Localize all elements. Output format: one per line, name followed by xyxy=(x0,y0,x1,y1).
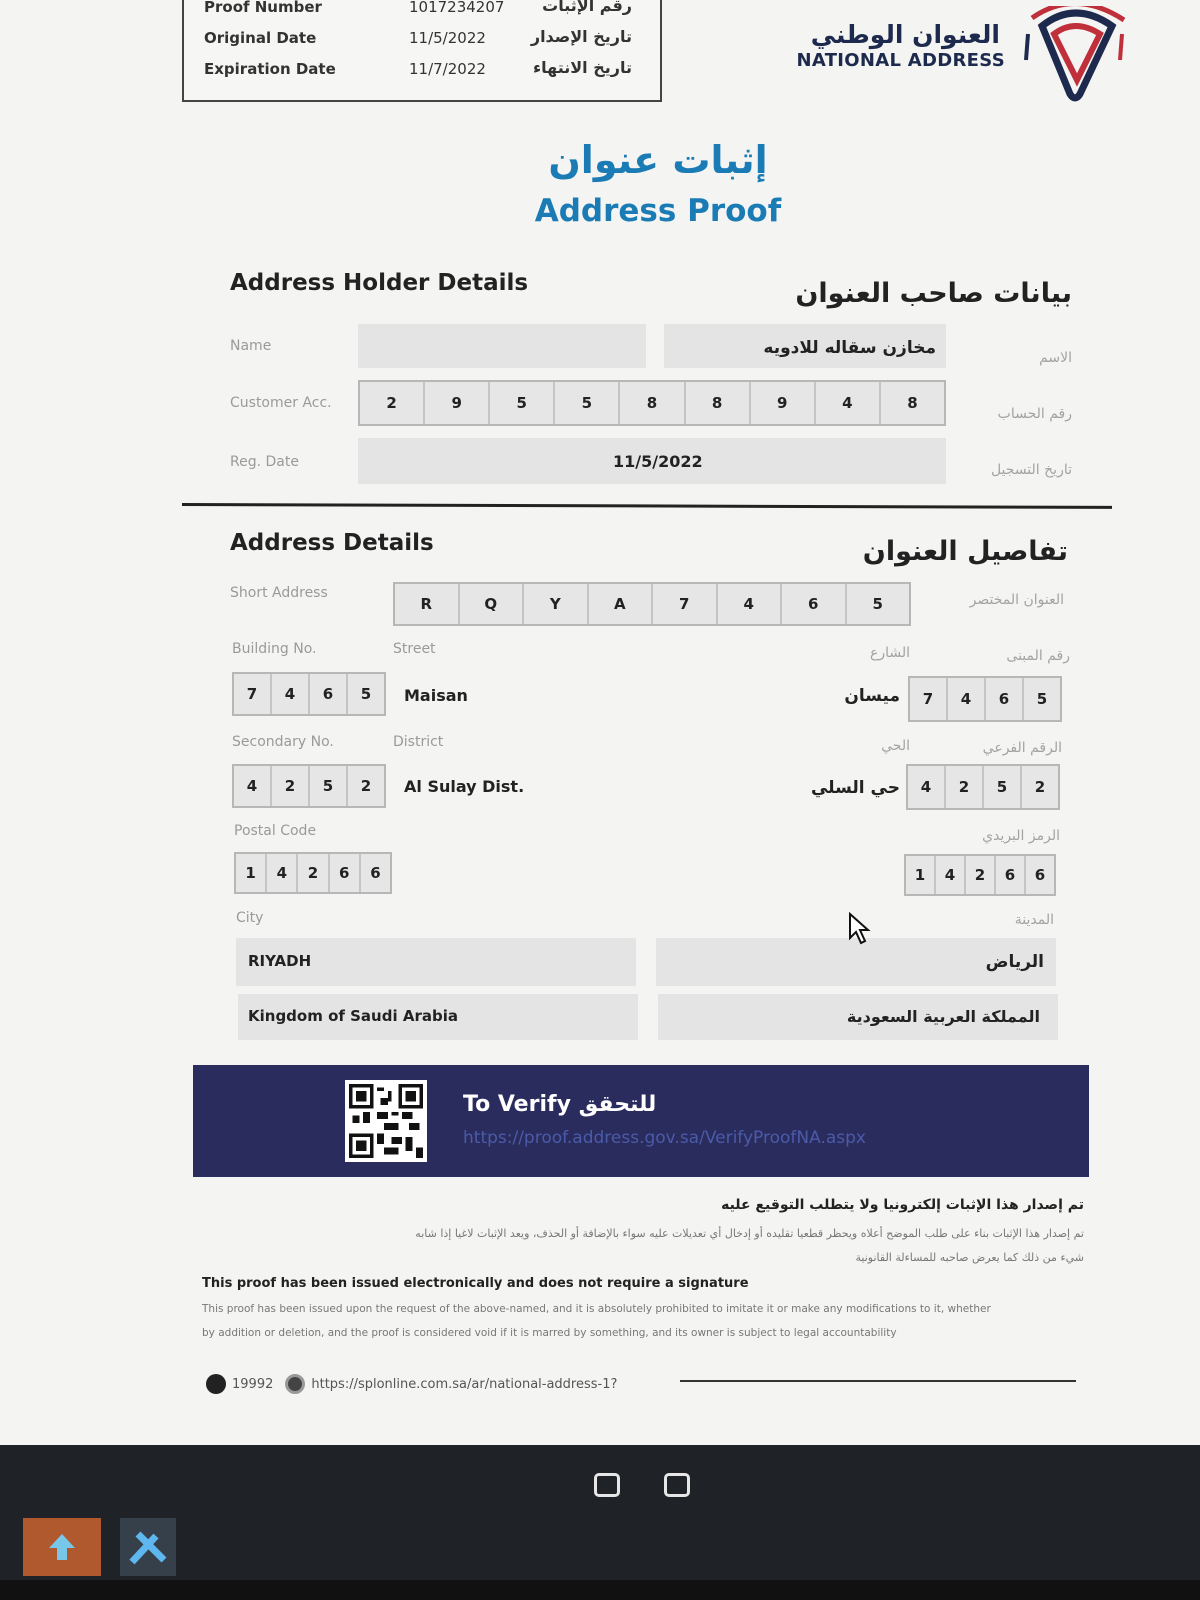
building-digit-ar-cell: 5 xyxy=(1036,690,1048,708)
building-number-label-ar: رقم المبنى xyxy=(1006,648,1070,664)
footer-rule xyxy=(680,1380,1076,1382)
page-title-ar: إثبات عنوان xyxy=(548,138,768,182)
district-label-ar: الحي xyxy=(881,738,910,754)
postal-digit-ar-cell: 2 xyxy=(966,856,996,894)
qr-code-icon xyxy=(345,1080,427,1162)
proof-number-label-ar: رقم الإثبات xyxy=(542,0,632,15)
country-value-ar: المملكة العربية السعودية xyxy=(846,1007,1040,1026)
building-number xyxy=(232,672,386,716)
original-date-value: 11/5/2022 xyxy=(409,29,486,47)
postal-code xyxy=(234,852,392,894)
verify-link[interactable]: https://proof.address.gov.sa/VerifyProofNA.aspx xyxy=(463,1128,866,1148)
name-label: Name xyxy=(230,338,272,354)
expiration-date-row xyxy=(204,56,654,86)
national-address-logo-text-ar: العنوان الوطني xyxy=(810,20,1000,49)
postal-code-label-ar: الرمز البريدي xyxy=(982,828,1060,844)
secondary-digit-ar-cell: 4 xyxy=(908,766,946,808)
short-address-char-cell: 5 xyxy=(872,595,883,613)
customer-account-digit-cell: 9 xyxy=(751,382,816,424)
postal-code-ar xyxy=(904,854,1056,896)
page-title: Address Proof xyxy=(534,193,782,229)
customer-account-digit-cell: 4 xyxy=(816,382,881,424)
secondary-digit-ar-cell: 5 xyxy=(984,766,1022,808)
name-value: مخازن سقاله للادويه xyxy=(763,338,936,358)
street-value-ar: ميسان xyxy=(844,686,900,706)
district-label: District xyxy=(393,734,444,750)
verify-banner xyxy=(193,1065,1089,1177)
building-digit-ar-cell: 4 xyxy=(948,678,986,720)
short-address-char-cell: 6 xyxy=(782,584,847,624)
postal-digit-cell: 6 xyxy=(330,854,361,892)
name-label-ar: الاسم xyxy=(1039,350,1072,366)
taskbar-app-upload[interactable] xyxy=(23,1518,101,1576)
holder-section-heading-ar: بيانات صاحب العنوان xyxy=(795,278,1072,309)
name-field-left xyxy=(358,324,646,368)
city-value: RIYADH xyxy=(248,952,312,970)
postal-digit-cell: 1 xyxy=(236,854,267,892)
short-address-char-cell: 7 xyxy=(653,584,718,624)
secondary-digit-cell: 2 xyxy=(360,777,372,795)
reg-date-label: Reg. Date xyxy=(230,454,299,470)
address-section-heading-ar: تفاصيل العنوان xyxy=(862,536,1068,567)
customer-account-digit-cell: 2 xyxy=(360,382,425,424)
customer-account-digit-cell: 5 xyxy=(555,382,620,424)
secondary-digit-cell: 5 xyxy=(310,766,348,806)
expiration-date-label: Expiration Date xyxy=(204,60,336,78)
national-address-logo-text: NATIONAL ADDRESS xyxy=(796,50,1005,71)
proof-number-label: Proof Number xyxy=(204,0,322,16)
city-value-ar: الرياض xyxy=(985,952,1044,972)
short-address-char-cell: Y xyxy=(524,584,589,624)
proof-meta-box xyxy=(182,0,662,102)
verify-title: To Verify للتحقق xyxy=(463,1092,657,1117)
secondary-digit-cell: 4 xyxy=(234,766,272,806)
city-label-ar: المدينة xyxy=(1014,912,1054,928)
mouse-cursor-icon xyxy=(848,912,872,946)
postal-digit-ar-cell: 6 xyxy=(1034,866,1046,884)
reg-date-value: 11/5/2022 xyxy=(613,452,703,471)
short-address-label: Short Address xyxy=(230,585,328,601)
screen-bottom-bezel xyxy=(0,1580,1200,1600)
city-label: City xyxy=(236,910,264,926)
postal-digit-ar-cell: 6 xyxy=(996,856,1026,894)
secondary-number-label-ar: الرقم الفرعي xyxy=(982,740,1062,756)
short-address-char-cell: A xyxy=(589,584,654,624)
footer xyxy=(206,1373,617,1395)
reg-date-label-ar: تاريخ التسجيل xyxy=(990,462,1072,478)
postal-code-label: Postal Code xyxy=(234,823,317,839)
customer-account-number xyxy=(358,380,946,426)
text-scan-icon[interactable] xyxy=(664,1473,690,1497)
original-date-label-ar: تاريخ الإصدار xyxy=(530,27,632,46)
secondary-digit-ar-cell: 2 xyxy=(1034,778,1046,796)
globe-icon xyxy=(285,1374,305,1394)
expiration-date-label-ar: تاريخ الانتهاء xyxy=(532,58,632,77)
section-divider xyxy=(182,503,1112,509)
short-address-label-ar: العنوان المختصر xyxy=(969,592,1064,608)
building-digit-ar-cell: 6 xyxy=(986,678,1024,720)
disclaimer-line-2-ar: شيء من ذلك كما يعرض صاحبه للمساءلة القانونية xyxy=(855,1251,1084,1264)
customer-account-digit-cell: 8 xyxy=(907,394,918,412)
postal-digit-cell: 6 xyxy=(370,864,381,882)
secondary-number-ar xyxy=(906,764,1060,810)
country-value: Kingdom of Saudi Arabia xyxy=(248,1007,458,1025)
phone-icon xyxy=(206,1374,226,1394)
postal-digit-ar-cell: 1 xyxy=(906,856,936,894)
customer-account-digit-cell: 5 xyxy=(490,382,555,424)
building-digit-cell: 5 xyxy=(360,685,372,703)
street-label-ar: الشارع xyxy=(869,645,910,661)
footer-link[interactable]: https://splonline.com.sa/ar/national-address-1? xyxy=(311,1376,618,1392)
secondary-digit-ar-cell: 2 xyxy=(946,766,984,808)
street-label: Street xyxy=(393,641,436,657)
proof-number-row xyxy=(204,0,654,24)
building-digit-cell: 6 xyxy=(310,674,348,714)
disclaimer-line-2: by addition or deletion, and the proof is considered void if it is marred by something, and its owner is subject to legal accountability xyxy=(202,1327,897,1339)
postal-digit-ar-cell: 4 xyxy=(936,856,966,894)
short-address-char-cell: 4 xyxy=(718,584,783,624)
taskbar xyxy=(0,1445,1200,1600)
district-value-ar: حي السلي xyxy=(810,778,900,798)
building-digit-cell: 4 xyxy=(272,674,310,714)
disclaimer-title-ar: تم إصدار هذا الإثبات إلكترونيا ولا يتطلب التوقيع عليه xyxy=(721,1197,1084,1213)
original-date-row xyxy=(204,25,654,55)
secondary-number-label: Secondary No. xyxy=(232,734,334,750)
short-address-char-cell: R xyxy=(395,584,460,624)
original-date-label: Original Date xyxy=(204,29,317,47)
district-value: Al Sulay Dist. xyxy=(404,777,525,796)
building-number-label: Building No. xyxy=(232,641,317,657)
holder-section-heading: Address Holder Details xyxy=(230,270,529,296)
customer-account-digit-cell: 8 xyxy=(620,382,685,424)
secondary-number xyxy=(232,764,386,808)
short-address-code xyxy=(393,582,911,626)
postal-digit-cell: 2 xyxy=(298,854,329,892)
customer-account-digit-cell: 9 xyxy=(425,382,490,424)
postal-digit-cell: 4 xyxy=(267,854,298,892)
screenshot-icon[interactable] xyxy=(594,1473,620,1497)
customer-account-digit-cell: 8 xyxy=(686,382,751,424)
street-value: Maisan xyxy=(404,686,468,705)
address-section-heading: Address Details xyxy=(230,530,434,556)
proof-number-value: 1017234207 xyxy=(409,0,505,16)
disclaimer-line-1-ar: تم إصدار هذا الإثبات بناء على طلب الموضح أعلاه ويحظر قطعيا تقليده أو إدخال أي تعديلات عليه سواء بالإضافة أو الحذف، ويعد الإثبات لاغيا إذا شابه xyxy=(415,1227,1084,1240)
disclaimer-line-1: This proof has been issued upon the request of the above-named, and it is absolutely prohibited to imitate it or make any modifications to it, whether xyxy=(202,1303,991,1315)
national-address-logo-icon xyxy=(1022,6,1128,106)
customer-account-label: Customer Acc. xyxy=(230,395,332,411)
footer-phone: 19992 xyxy=(232,1376,274,1392)
disclaimer-title: This proof has been issued electronically and does not require a signature xyxy=(202,1276,749,1291)
short-address-char-cell: Q xyxy=(460,584,525,624)
building-digit-ar-cell: 7 xyxy=(910,678,948,720)
building-digit-cell: 7 xyxy=(234,674,272,714)
customer-account-label-ar: رقم الحساب xyxy=(997,406,1072,422)
taskbar-app-tools[interactable] xyxy=(120,1518,176,1576)
building-number-ar xyxy=(908,676,1062,722)
secondary-digit-cell: 2 xyxy=(272,766,310,806)
expiration-date-value: 11/7/2022 xyxy=(409,60,486,78)
